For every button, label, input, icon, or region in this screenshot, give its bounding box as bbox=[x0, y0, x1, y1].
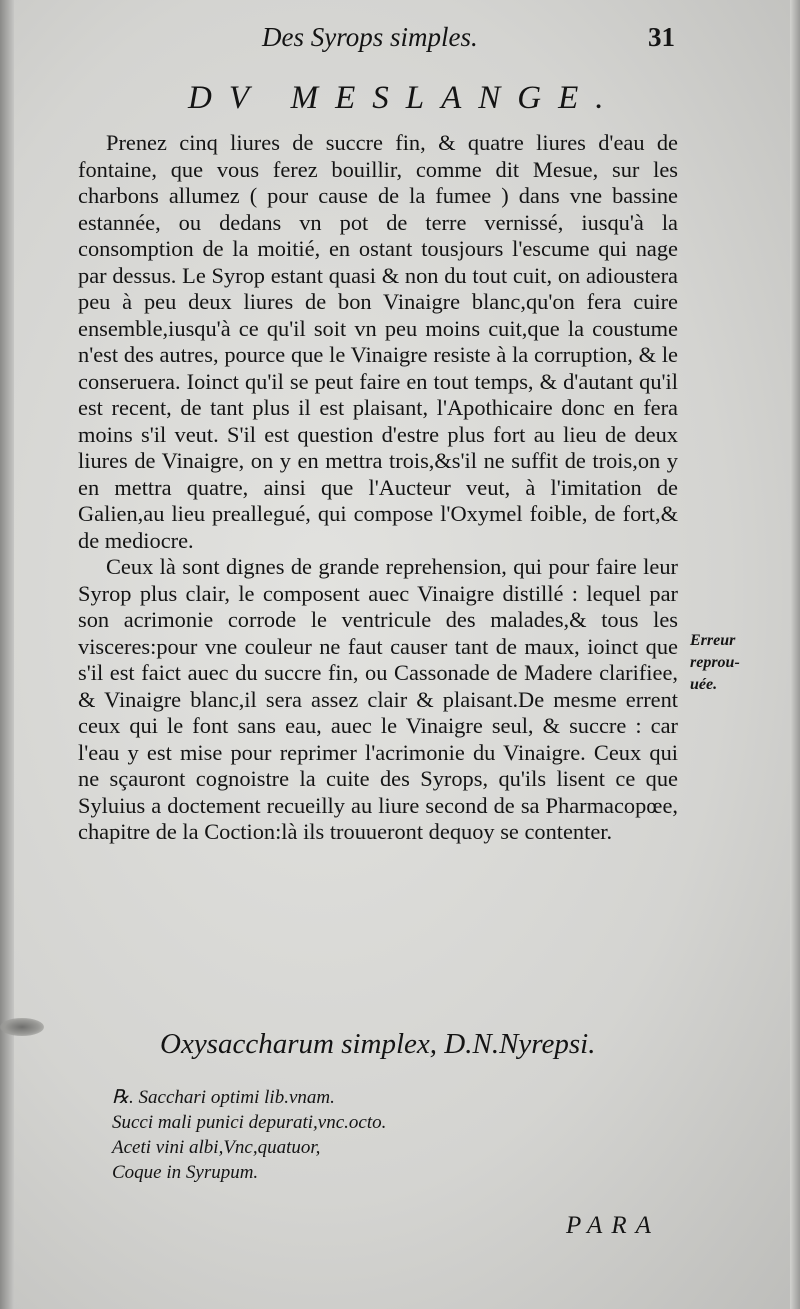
recipe-title: Oxysaccharum simplex, D.N.Nyrepsi. bbox=[160, 1028, 596, 1060]
paragraph-1: Prenez cinq liures de succre fin, & quatre liures d'eau de fontaine, que vous ferez bouillir, comme dit Mesue, sur les charbons allumez ( pour cause de la fumee ) dans vne bassine estannée, ou dedans vn pot de terre vernissé, iusqu'à la consomption de la moitié, en ostant tousjours l'escume qui nage par dessus. Le Syrop estant quasi & non du tout cuit, on adioustera peu à peu deux liures de bon Vinaigre blanc,qu'on fera cuire ensemble,iusqu'à ce qu'il soit vn peu moins cuit,que la coustume n'est des autres, pource que le Vinaigre resiste à la corruption, & le conseruera. Ioinct qu'il se peut faire en tout temps, & d'autant qu'il est recent, de tant plus il est plaisant, l'Apothicaire donc en fera moins s'il veut. S'il est question d'estre plus fort au lieu de deux liures de Vinaigre, on y en mettra trois,&s'il ne suffit de trois,on y en mettra quatre, ainsi que l'Aucteur veut, à l'imitation de Galien,au lieu preallegué, qui compose l'Oxymel foible, de fort,& de mediocre. bbox=[78, 130, 678, 553]
running-head: Des Syrops simples. bbox=[262, 22, 478, 52]
recipe-line: Aceti vini albi,Vnc,quatuor, bbox=[112, 1137, 321, 1158]
margin-note-line: reprou- bbox=[690, 654, 740, 671]
margin-note-line: uée. bbox=[690, 676, 718, 693]
ink-smudge bbox=[0, 1018, 44, 1036]
recipe-line: Succi mali punici depurati,vnc.octo. bbox=[112, 1112, 387, 1133]
body-text bbox=[78, 130, 678, 846]
page-number: 31 bbox=[648, 22, 675, 52]
margin-note bbox=[690, 630, 770, 696]
catchword: PARA bbox=[566, 1212, 660, 1239]
recipe-block bbox=[112, 1085, 532, 1185]
margin-note-line: Erreur bbox=[690, 632, 736, 649]
page-left-edge-shadow bbox=[0, 0, 14, 1309]
paragraph-2: Ceux là sont dignes de grande reprehension, qui pour faire leur Syrop plus clair, le composent auec Vinaigre distillé : lequel par son acrimonie corrode le ventricule des malades,& tous les visceres:pour vne couleur ne faut causer tant de maux, ioinct que s'il est faict auec du succre fin, ou Cassonade de Madere clarifiee, & Vinaigre blanc,il sera assez clair & plaisant.De mesme errent ceux qui le font sans eau, auec le Vinaigre seul, & succre : car l'eau y est mise pour reprimer l'acrimonie du Vinaigre. Ceux qui ne sçauront cognoistre la cuite des Syrops, qu'ils lisent ce que Syluius a doctement recueilly au liure second de sa Pharmacopœe, chapitre de la Coction:là ils trouueront dequoy se contenter. bbox=[78, 554, 678, 844]
section-title: DV MESLANGE. bbox=[188, 80, 621, 116]
recipe-line: ℞. Sacchari optimi lib.vnam. bbox=[112, 1087, 335, 1108]
recipe-line: Coque in Syrupum. bbox=[112, 1162, 259, 1183]
page-right-edge-shadow bbox=[790, 0, 800, 1309]
